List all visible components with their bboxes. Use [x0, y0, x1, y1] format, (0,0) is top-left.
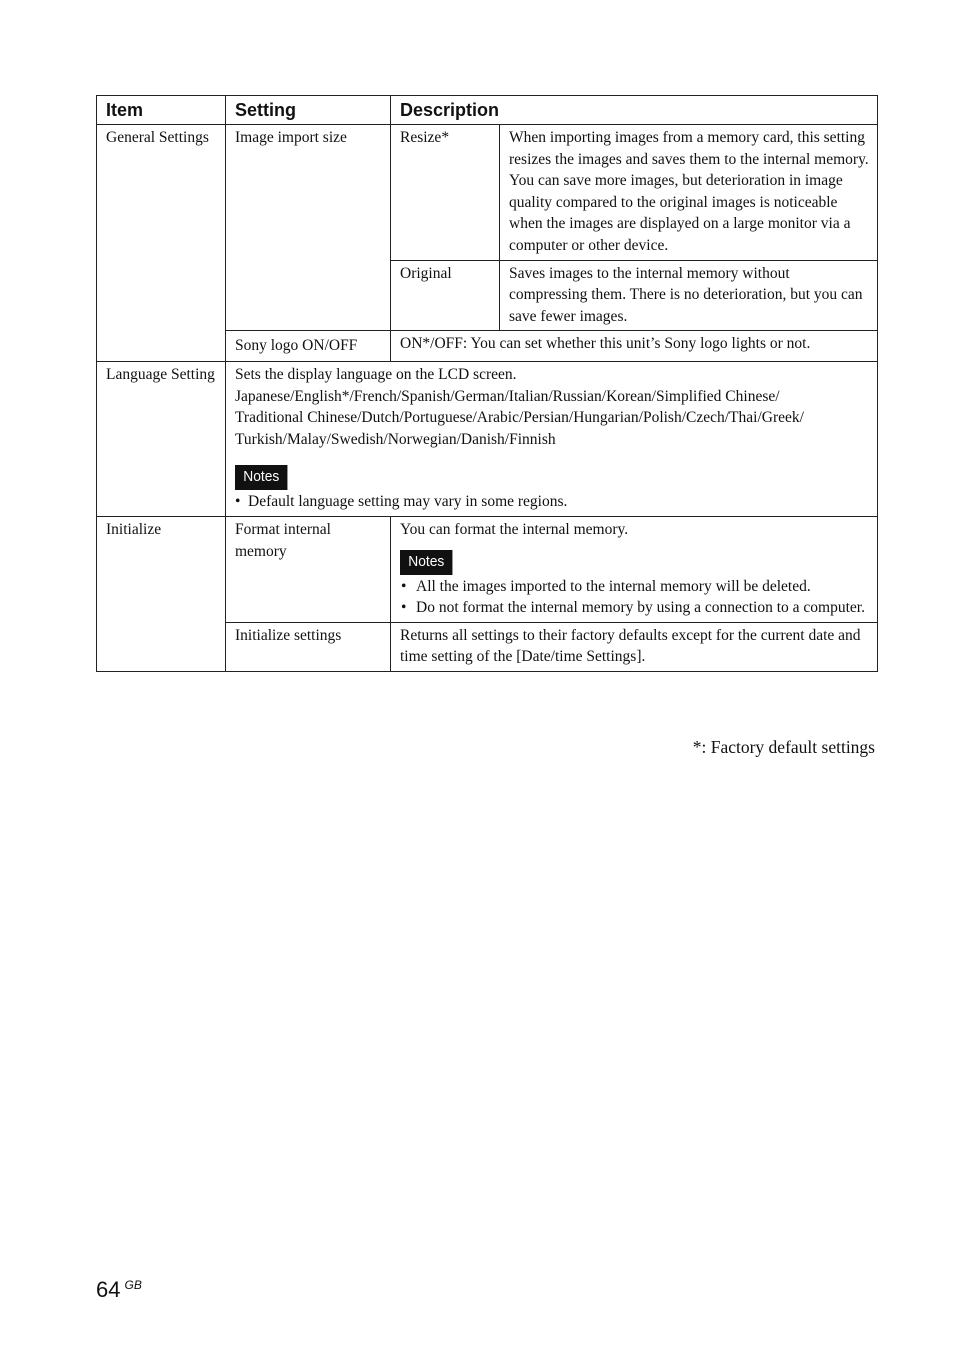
- page-region-code: GB: [124, 1278, 142, 1292]
- format-notes-list: [400, 576, 869, 619]
- list-item: • Do not format the internal memory by using a connection to a computer.: [400, 597, 869, 619]
- language-list-line-3: Traditional Chinese/Dutch/Portuguese/Arabic/Persian/Hungarian/Polish/Czech/Thai/Greek/: [235, 409, 804, 427]
- item-general-settings: General Settings: [97, 125, 226, 362]
- factory-default-footnote: *: Factory default settings: [692, 737, 875, 757]
- table-row: [97, 125, 878, 261]
- notes-badge: Notes: [400, 550, 453, 575]
- option-resize-description: When importing images from a memory card, this setting resizes the images and saves them to the internal memory. You can save more images, but deterioration in image quality compared to the original images is noticeable when the images are displayed on a large monitor via a computer or other device.: [500, 125, 878, 261]
- table-header-row: [97, 96, 878, 125]
- page-number-value: 64: [96, 1277, 121, 1302]
- option-resize: Resize*: [391, 125, 500, 261]
- notes-badge: Notes: [235, 465, 288, 490]
- setting-initialize-settings: Initialize settings: [226, 622, 391, 671]
- format-description: [391, 516, 878, 622]
- language-notes-list: [235, 491, 869, 513]
- initialize-settings-description: Returns all settings to their factory defaults except for the current date and time setting of the [Date/time Settings].: [391, 622, 878, 671]
- format-description-text: You can format the internal memory.: [400, 520, 629, 538]
- option-original: Original: [391, 260, 500, 331]
- setting-image-import-size: Image import size: [226, 125, 391, 331]
- sony-logo-description: ON*/OFF: You can set whether this unit’s Sony logo lights or not.: [391, 331, 878, 362]
- language-description: [226, 361, 878, 516]
- setting-sony-logo: Sony logo ON/OFF: [226, 331, 391, 362]
- header-item: Item: [97, 96, 226, 125]
- list-item: • All the images imported to the internal memory will be deleted.: [400, 576, 869, 598]
- item-initialize: Initialize: [97, 516, 226, 671]
- item-language-setting: Language Setting: [97, 361, 226, 516]
- page-number: [96, 1276, 142, 1307]
- language-list-line-2: Japanese/English*/French/Spanish/German/Italian/Russian/Korean/Simplified Chinese/: [235, 387, 780, 405]
- table-row: [97, 361, 878, 516]
- setting-format-internal-memory: Format internal memory: [226, 516, 391, 622]
- header-description: Description: [391, 96, 878, 125]
- option-original-description: Saves images to the internal memory without compressing them. There is no deterioration, but you can save fewer images.: [500, 260, 878, 331]
- settings-table: [96, 95, 878, 672]
- language-list-line-4: Turkish/Malay/Swedish/Norwegian/Danish/Finnish: [235, 430, 556, 448]
- language-line-1: Sets the display language on the LCD screen.: [235, 365, 517, 383]
- header-setting: Setting: [226, 96, 391, 125]
- table-row: [97, 516, 878, 622]
- list-item: • Default language setting may vary in some regions.: [235, 491, 869, 513]
